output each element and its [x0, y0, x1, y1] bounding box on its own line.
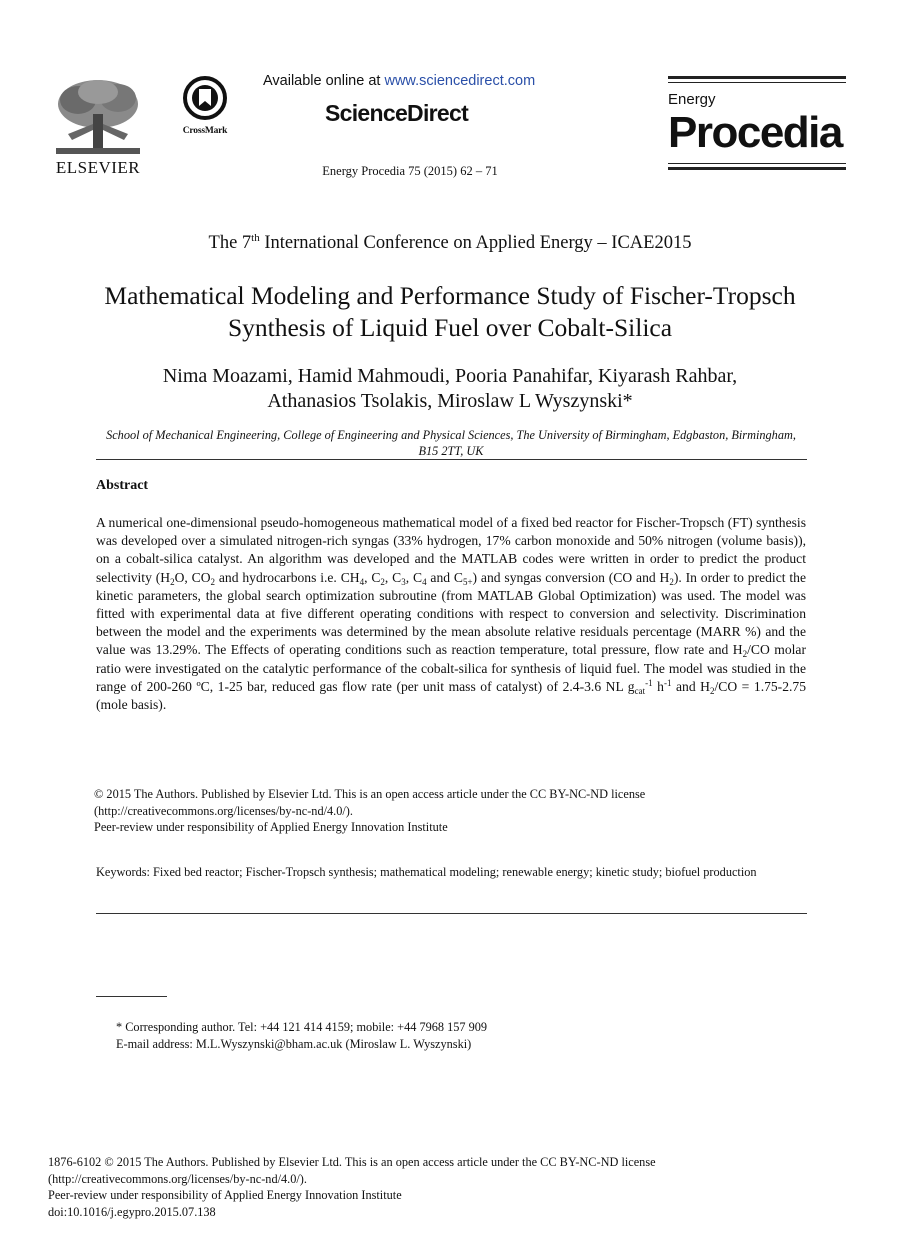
corresponding-author-footnote	[116, 1019, 487, 1052]
abstract-sub: 4	[359, 576, 365, 587]
abstract-sub: 2	[210, 576, 216, 587]
available-prefix: Available online at	[263, 73, 385, 89]
authors-line-1: Nima Moazami, Hamid Mahmoudi, Pooria Panahifar, Kiyarash Rahbar,	[162, 365, 738, 387]
divider-bottom	[96, 913, 807, 914]
abstract-text: /CO molar ratio were investigated on the catalytic performance of the cobalt-silica for synthesis of liquid fuel. The model was studied in the range of 200-260 ºC, 1-25 bar, reduced gas flow rate (per unit mass of catalyst) of 2.4-3.6 NL g	[96, 642, 806, 694]
abstract-sub: 2	[170, 576, 175, 587]
abstract-sub: 2	[669, 576, 674, 587]
abstract-text: h	[652, 678, 664, 694]
abstract-sub: 3	[401, 576, 406, 587]
crossmark-icon	[183, 76, 227, 120]
keywords: Keywords: Fixed bed reactor; Fischer-Tropsch synthesis; mathematical modeling; renewable energy; kinetic study; biofuel production	[96, 865, 757, 879]
abstract-text: , C	[364, 569, 381, 585]
journal-logo-procedia: Procedia	[668, 108, 842, 157]
footnote-rule	[96, 996, 167, 997]
logo-rule-bottom	[668, 167, 846, 170]
doi-link[interactable]: doi:10.1016/j.egypro.2015.07.138	[48, 1204, 216, 1219]
footer-license-link[interactable]: (http://creativecommons.org/licenses/by-nc-nd/4.0/).	[48, 1171, 307, 1186]
logo-rule-top	[668, 76, 846, 79]
footer-peer-review: Peer-review under responsibility of Applied Energy Innovation Institute	[48, 1188, 402, 1202]
conference-prefix: The 7	[208, 233, 252, 254]
logo-rule-bottom-thin	[668, 163, 846, 164]
peer-review-line: Peer-review under responsibility of Applied Energy Innovation Institute	[94, 820, 448, 834]
sciencedirect-brand: ScienceDirect	[325, 100, 469, 126]
crossmark-label: CrossMark	[182, 126, 228, 136]
abstract-text: and H	[671, 678, 710, 694]
abstract-text: and C	[426, 569, 463, 585]
issn-line: 1876-6102 © 2015 The Authors. Published by Elsevier Ltd. This is an open access article under the CC BY-NC-ND license	[48, 1155, 656, 1169]
issn-footer	[48, 1154, 656, 1220]
abstract-body	[96, 514, 806, 714]
abstract-text: ) and syngas conversion (CO and H	[472, 569, 670, 585]
elsevier-logo	[48, 74, 148, 178]
journal-citation: Energy Procedia 75 (2015) 62 – 71	[322, 164, 498, 178]
abstract-sub: 5+	[462, 576, 473, 587]
abstract-text: /CO = 1.75-2.75 (mole basis).	[96, 678, 806, 713]
license-link[interactable]: (http://creativecommons.org/licenses/by-nc-nd/4.0/).	[94, 803, 353, 818]
abstract-text: ). In order to predict the kinetic parameters, the global search optimization subroutine (from MATLAB Global Optimization) was used. The model was fitted with experimental data at five different operating conditions with respect to conversion and selectivity. Discrimination between the model and the experiments was determined by the mean absolute relative residuals percentage (MARR %) and the value was 13.29%. The Effects of operating conditions such as reaction temperature, total pressure, flow rate and H	[96, 569, 806, 658]
abstract-text: , C	[384, 569, 402, 585]
abstract-text: A numerical one-dimensional pseudo-homogeneous mathematical model of a fixed bed reactor for Fischer-Tropsch (FT) synthesis was developed over a simulated nitrogen-rich syngas (33% hydrogen, 17% carbon monoxide and 50% nitrogen (volume basis)), on a cobalt-silica catalyst. An algorithm was developed and the MATLAB codes were written in order to predict the product selectivity (H	[96, 515, 806, 585]
affiliation: School of Mechanical Engineering, College of Engineering and Physical Sciences, The University of Birmingham, Edgbaston, Birmingham, B15 2TT, UK	[106, 428, 796, 458]
abstract-sub: 2	[380, 576, 385, 587]
conference-suffix: International Conference on Applied Energy – ICAE2015	[259, 233, 692, 254]
abstract-sup: -1	[663, 677, 672, 688]
abstract-sub: 2	[709, 685, 715, 696]
divider-top	[96, 459, 807, 460]
abstract-sub: 4	[422, 576, 427, 587]
journal-logo-energy: Energy	[668, 91, 716, 108]
sciencedirect-link[interactable]: www.sciencedirect.com	[384, 73, 536, 89]
paper-title: Mathematical Modeling and Performance Study of Fischer-Tropsch Synthesis of Liquid Fuel over Cobalt-Silica	[104, 281, 796, 342]
abstract-sub: cat	[634, 685, 646, 696]
author-list	[60, 364, 840, 414]
publisher-name: ELSEVIER	[55, 158, 141, 177]
crossmark-badge[interactable]	[176, 76, 234, 136]
elsevier-tree-icon	[48, 74, 148, 158]
conference-line	[0, 232, 900, 254]
abstract-text: , C	[405, 569, 423, 585]
footnote-line-1: * Corresponding author. Tel: +44 121 414 4159; mobile: +44 7968 157 909	[116, 1020, 488, 1034]
abstract-sub: 2	[742, 649, 748, 660]
available-online	[263, 73, 535, 89]
energy-procedia-logo	[668, 76, 846, 170]
abstract-heading: Abstract	[96, 478, 149, 493]
abstract-text: and hydrocarbons i.e. CH	[215, 569, 360, 585]
logo-rule-top-thin	[668, 82, 846, 83]
conference-sup: th	[251, 232, 260, 244]
copyright-line-1: © 2015 The Authors. Published by Elsevier Ltd. This is an open access article under the CC BY-NC-ND license	[94, 787, 646, 801]
abstract-text: O, CO	[174, 569, 211, 585]
abstract-sup: -1	[645, 677, 653, 688]
copyright-notice	[94, 786, 806, 836]
authors-line-2: Athanasios Tsolakis, Miroslaw L Wyszynski*	[267, 390, 633, 412]
footnote-email[interactable]: E-mail address: M.L.Wyszynski@bham.ac.uk (Miroslaw L. Wyszynski)	[116, 1036, 472, 1051]
